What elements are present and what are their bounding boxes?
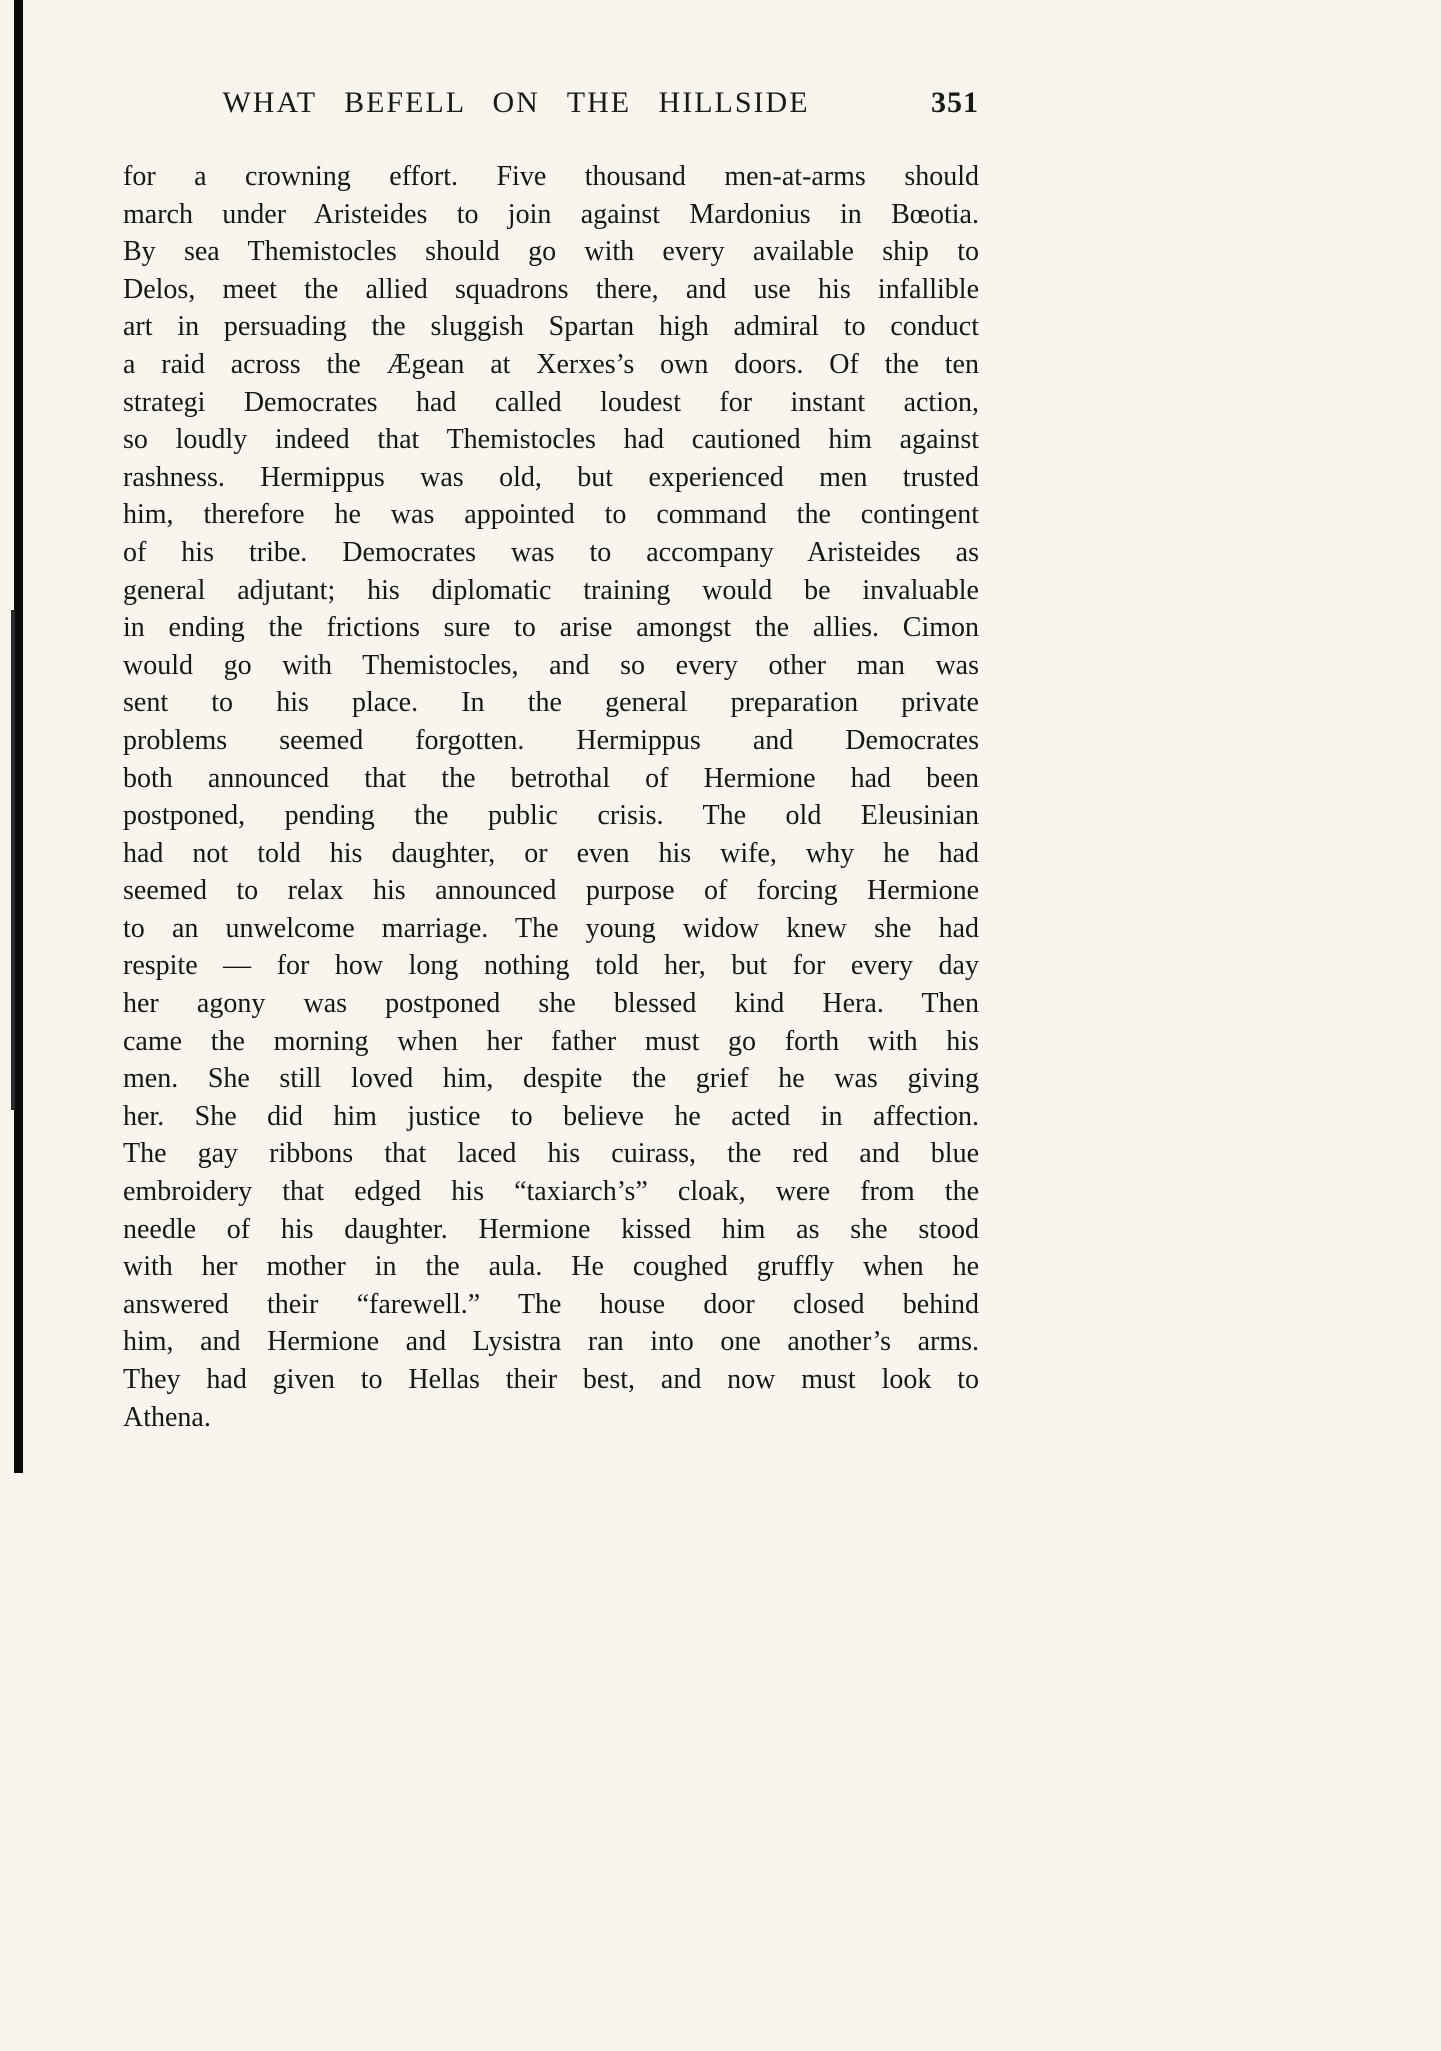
text-line: They had given to Hellas their best, and now must look to [123,1364,979,1395]
chapter-title: WHAT BEFELL ON THE HILLSIDE [222,86,810,119]
text-line: rashness. Hermippus was old, but experienced men trusted [123,461,979,493]
text-line: in ending the frictions sure to arise amongst the allies. Cimon [123,612,979,644]
text-line: so loudly indeed that Themistocles had cautioned him against [123,424,979,456]
text-line: respite — for how long nothing told her, but for every day [123,950,979,982]
text-line: men. She still loved him, despite the grief he was giving [123,1063,979,1095]
text-line: postponed, pending the public crisis. The old Eleusinian [123,800,979,832]
text-line: Athena. [123,1401,211,1433]
text-line: with her mother in the aula. He coughed gruffly when he [123,1251,979,1283]
text-line: general adjutant; his diplomatic training would be invaluable [123,574,979,606]
text-line: would go with Themistocles, and so every other man was [123,649,979,681]
text-line: had not told his daughter, or even his wife, why he had [123,837,979,869]
text-line: sent to his place. In the general preparation private [123,687,979,719]
text-line: march under Aristeides to join against Mardonius in Bœotia. [123,198,979,230]
text-line: needle of his daughter. Hermione kissed him as she stood [123,1213,979,1245]
text-line: embroidery that edged his “taxiarch’s” cloak, were from the [123,1176,979,1208]
page-number: 351 [931,86,979,119]
binding-edge-bar [14,0,23,1473]
binding-edge-shadow [11,610,15,1110]
text-line: seemed to relax his announced purpose of forcing Hermione [123,875,979,907]
text-line: By sea Themistocles should go with every available ship to [123,236,979,268]
text-line: strategi Democrates had called loudest for instant action, [123,386,979,418]
text-line: of his tribe. Democrates was to accompany Aristeides as [123,536,979,568]
text-line: her agony was postponed she blessed kind Hera. Then [123,988,979,1020]
text-line: a raid across the Ægean at Xerxes’s own doors. Of the ten [123,348,979,380]
text-line: to an unwelcome marriage. The young widow knew she had [123,912,979,944]
running-head [123,86,979,128]
text-line: him, and Hermione and Lysistra ran into one another’s arms. [123,1326,979,1358]
text-line: him, therefore he was appointed to command the contingent [123,499,979,531]
text-line: problems seemed forgotten. Hermippus and Democrates [123,724,979,756]
text-line: Delos, meet the allied squadrons there, and use his infallible [123,273,979,305]
text-line: art in persuading the sluggish Spartan high admiral to conduct [123,311,979,343]
text-line: both announced that the betrothal of Hermione had been [123,762,979,794]
text-line: answered their “farewell.” The house door closed behind [123,1288,979,1320]
text-line: came the morning when her father must go forth with his [123,1025,979,1057]
text-line: The gay ribbons that laced his cuirass, the red and blue [123,1138,979,1170]
text-line: her. She did him justice to believe he acted in affection. [123,1100,979,1132]
text-line: for a crowning effort. Five thousand men-at-arms should [123,161,979,192]
body-text [123,158,979,1436]
